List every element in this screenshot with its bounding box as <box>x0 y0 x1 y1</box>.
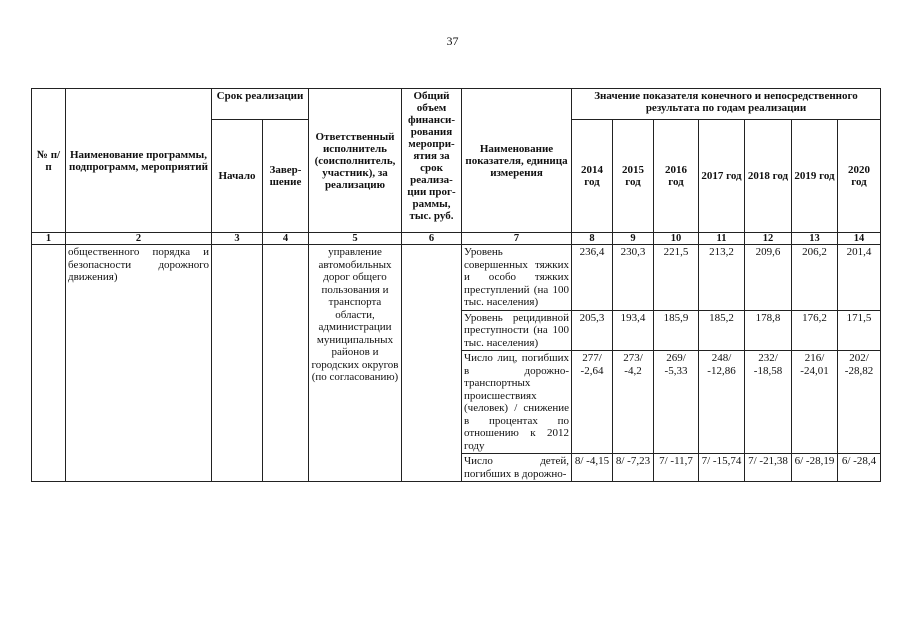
value-cell: 277/ -2,64 <box>572 351 613 454</box>
header-values-group: Значение показателя конечного и непосредственного результата по годам реализации <box>572 89 881 120</box>
column-number: 5 <box>309 233 402 245</box>
column-number: 10 <box>654 233 699 245</box>
end-cell <box>263 245 309 482</box>
header-year: 2014 год <box>572 120 613 233</box>
header-end: Завер-шение <box>263 120 309 233</box>
value-cell: 7/ -15,74 <box>699 454 745 482</box>
value-cell: 206,2 <box>792 245 838 311</box>
value-cell: 236,4 <box>572 245 613 311</box>
value-cell: 213,2 <box>699 245 745 311</box>
value-cell: 216/ -24,01 <box>792 351 838 454</box>
header-year: 2018 год <box>745 120 792 233</box>
header-year: 2015 год <box>613 120 654 233</box>
header-funding: Общий объем финанси-рования меропри-ятия за срок реализа-ции прог-раммы, тыс. руб. <box>402 89 462 233</box>
value-cell: 269/ -5,33 <box>654 351 699 454</box>
column-number: 1 <box>32 233 66 245</box>
funding-cell <box>402 245 462 482</box>
value-cell: 248/ -12,86 <box>699 351 745 454</box>
header-program-name: Наименование программы, подпрограмм, мероприятий <box>66 89 212 233</box>
page-number: 37 <box>446 34 459 48</box>
column-number: 7 <box>462 233 572 245</box>
value-cell: 7/ -21,38 <box>745 454 792 482</box>
header-start: Начало <box>212 120 263 233</box>
column-number: 9 <box>613 233 654 245</box>
header-no: № п/п <box>32 89 66 233</box>
value-cell: 185,9 <box>654 310 699 351</box>
column-number: 2 <box>66 233 212 245</box>
value-cell: 209,6 <box>745 245 792 311</box>
indicator-cell: Число лиц, погибших в дорожно-транспортных происшествиях (человек) / снижение в процентах по отношению к 2012 году <box>462 351 572 454</box>
start-cell <box>212 245 263 482</box>
header-row-1 <box>32 89 881 120</box>
value-cell: 221,5 <box>654 245 699 311</box>
program-table <box>31 88 881 482</box>
value-cell: 232/ -18,58 <box>745 351 792 454</box>
row-number-cell <box>32 245 66 482</box>
indicator-cell: Число детей, погибших в дорожно- <box>462 454 572 482</box>
header-year: 2019 год <box>792 120 838 233</box>
header-year: 2016 год <box>654 120 699 233</box>
value-cell: 6/ -28,4 <box>838 454 881 482</box>
column-number: 3 <box>212 233 263 245</box>
program-name-cell: общественного порядка и безопасности дорожного движения) <box>66 245 212 482</box>
value-cell: 178,8 <box>745 310 792 351</box>
column-number: 14 <box>838 233 881 245</box>
value-cell: 6/ -28,19 <box>792 454 838 482</box>
header-indicator: Наименование показателя, единица измерения <box>462 89 572 233</box>
column-number-row <box>32 233 881 245</box>
value-cell: 171,5 <box>838 310 881 351</box>
value-cell: 230,3 <box>613 245 654 311</box>
value-cell: 193,4 <box>613 310 654 351</box>
column-number: 13 <box>792 233 838 245</box>
indicator-cell: Уровень рецидивной преступности (на 100 тыс. населения) <box>462 310 572 351</box>
value-cell: 201,4 <box>838 245 881 311</box>
value-cell: 7/ -11,7 <box>654 454 699 482</box>
table-row <box>32 245 881 311</box>
value-cell: 176,2 <box>792 310 838 351</box>
column-number: 8 <box>572 233 613 245</box>
column-number: 4 <box>263 233 309 245</box>
executor-cell: управление автомобильных дорог общего пользования и транспорта области, администрации муниципальных районов и городских округов (по согласованию) <box>309 245 402 482</box>
column-number: 6 <box>402 233 462 245</box>
header-term: Срок реализации <box>212 89 309 120</box>
value-cell: 185,2 <box>699 310 745 351</box>
header-year: 2020 год <box>838 120 881 233</box>
value-cell: 8/ -4,15 <box>572 454 613 482</box>
column-number: 11 <box>699 233 745 245</box>
value-cell: 205,3 <box>572 310 613 351</box>
value-cell: 273/ -4,2 <box>613 351 654 454</box>
column-number: 12 <box>745 233 792 245</box>
header-executor: Ответственный исполнитель (соисполнитель, участник), за реализацию <box>309 89 402 233</box>
header-year: 2017 год <box>699 120 745 233</box>
value-cell: 202/ -28,82 <box>838 351 881 454</box>
value-cell: 8/ -7,23 <box>613 454 654 482</box>
indicator-cell: Уровень совершенных тяжких и особо тяжких преступлений (на 100 тыс. населения) <box>462 245 572 311</box>
